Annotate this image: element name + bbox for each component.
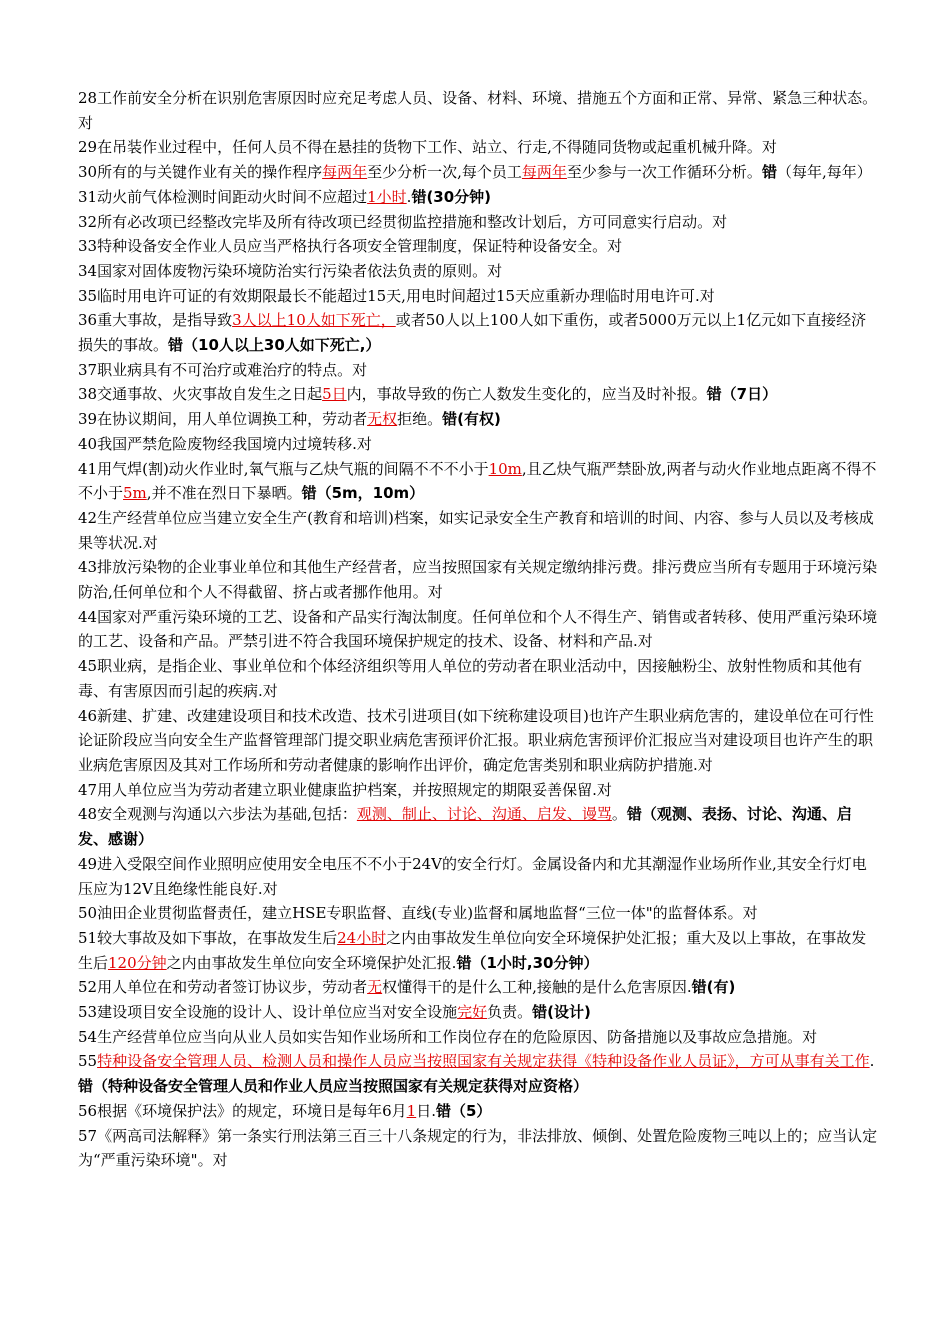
- answer-correction: 错: [761, 163, 777, 182]
- highlighted-error-text: 无: [367, 978, 383, 997]
- statement-text: 生产经营单位应当向从业人员如实告知作业场所和工作岗位存在的危险原因、防备措施以及事故应急措施。对: [97, 1027, 818, 1046]
- highlighted-error-text: 10m: [488, 459, 522, 478]
- statement-text: 交通事故、火灾事故自发生之日起: [97, 385, 323, 404]
- statement-text: 用人单位应当为劳动者建立职业健康监护档案，并按照规定的期限妥善保留.对: [97, 780, 612, 799]
- statement-text: 国家对严重污染环境的工艺、设备和产品实行淘汰制度。任何单位和个人不得生产、销售或者转移、使用严重污染环境的工艺、设备和产品。严禁引进不符合我国环境保护规定的技术、设备、材料和产品.对: [78, 607, 878, 651]
- question-number: 55: [78, 1052, 98, 1071]
- answer-correction: 错(30分钟): [411, 187, 492, 206]
- question-number: 42: [78, 508, 98, 527]
- statement-text: 在协议期间，用人单位调换工种，劳动者: [97, 410, 368, 429]
- question-number: 32: [78, 212, 98, 231]
- question-number: 48: [78, 805, 98, 824]
- statement-text: 国家对固体废物污染环境防治实行污染者依法负责的原则。对: [97, 261, 503, 280]
- statement-text: 根据《环境保护法》的规定，环境日是每年6月: [97, 1101, 407, 1120]
- question-item-32: [78, 210, 878, 235]
- statement-text: 油田企业贯彻监督责任，建立HSE专职监督、直线(专业)监督和属地监督“三位一体"的监督体系。对: [97, 904, 758, 923]
- question-item-41: [78, 457, 878, 506]
- question-item-38: [78, 382, 878, 407]
- question-number: 50: [78, 904, 98, 923]
- question-item-56: [78, 1099, 878, 1124]
- statement-text: 安全观测与沟通以六步法为基础,包括：: [97, 805, 357, 824]
- question-item-48: [78, 802, 878, 851]
- question-item-31: [78, 185, 878, 210]
- answer-correction: 错（1小时,30分钟）: [456, 953, 599, 972]
- highlighted-error-text: 5m: [123, 484, 147, 503]
- statement-text: ,并不准在烈日下暴晒。: [146, 484, 302, 503]
- question-item-55: [78, 1049, 878, 1098]
- statement-text: 拒绝。: [397, 410, 443, 429]
- question-number: 29: [78, 138, 98, 157]
- statement-text: 特种设备安全作业人员应当严格执行各项安全管理制度，保证特种设备安全。对: [97, 237, 623, 256]
- answer-correction: 错（观测、表扬、讨论、沟通、启发、感谢）: [78, 805, 852, 849]
- statement-text: 。: [611, 805, 627, 824]
- question-item-34: [78, 259, 878, 284]
- statement-text: 至少分析一次,每个员工: [367, 163, 522, 182]
- statement-text: （每年,每年）: [776, 163, 872, 182]
- question-item-57: [78, 1124, 878, 1173]
- question-item-53: [78, 1000, 878, 1025]
- statement-text: 进入受限空间作业照明应使用安全电压不不小于24V的安全行灯。金属设备内和尤其潮湿作业场所作业,其安全行灯电压应为12V且绝缘性能良好.对: [78, 854, 867, 898]
- statement-text: 《两高司法解释》第一条实行刑法第三百三十八条规定的行为，非法排放、倾倒、处置危险废物三吨以上的；应当认定为“严重污染环境"。对: [78, 1126, 878, 1170]
- question-item-28: [78, 86, 878, 135]
- answer-correction: 错(设计): [532, 1003, 591, 1022]
- statement-text: 之内由事故发生单位向安全环境保护处汇报.: [166, 953, 457, 972]
- question-number: 31: [78, 187, 98, 206]
- question-number: 39: [78, 410, 98, 429]
- answer-correction: 错（10人以上30人如下死亡,）: [168, 336, 381, 355]
- statement-text: 建设项目安全设施的设计人、设计单位应当对安全设施: [97, 1003, 458, 1022]
- statement-text: 职业病具有不可治疗或难治疗的特点。对: [97, 360, 368, 379]
- highlighted-error-text: 每两年: [322, 163, 368, 182]
- question-number: 43: [78, 558, 98, 577]
- question-number: 49: [78, 854, 98, 873]
- question-item-52: [78, 975, 878, 1000]
- question-item-47: [78, 778, 878, 803]
- statement-text: 动火前气体检测时间距动火时间不应超过: [97, 187, 368, 206]
- question-number: 46: [78, 706, 98, 725]
- question-number: 40: [78, 434, 98, 453]
- answer-correction: 错（5m，10m）: [301, 484, 425, 503]
- question-item-43: [78, 555, 878, 604]
- statement-text: 之内由事故发生单位向安全环境保护处汇报；重大及以上事故，在事故发生后: [78, 928, 867, 972]
- question-item-35: [78, 284, 878, 309]
- question-item-54: [78, 1025, 878, 1050]
- statement-text: 新建、扩建、改建建设项目和技术改造、技术引进项目(如下统称建设项目)也许产生职业病危害的，建设单位在可行性论证阶段应当向安全生产监督管理部门提交职业病危害预评价汇报。职业病危害预评价汇报应当对建设项目也许产生的职业病危害原因及其对工作场所和劳动者健康的影响作出评价，确定危害类别和职业病防护措施.对: [78, 706, 874, 774]
- statement-text: .: [869, 1052, 875, 1071]
- statement-text: 工作前安全分析在识别危害原因时应充足考虑人员、设备、材料、环境、措施五个方面和正常、异常、紧急三种状态。对: [78, 89, 878, 132]
- answer-correction: 错（5）: [435, 1101, 492, 1120]
- statement-text: 重大事故，是指导致: [97, 311, 233, 330]
- highlighted-error-text: 24小时: [337, 928, 387, 947]
- statement-text: 内，事故导致的伤亡人数发生变化的，应当及时补报。: [346, 385, 707, 404]
- statement-text: 负责。: [487, 1003, 533, 1022]
- answer-correction: 错（特种设备安全管理人员和作业人员应当按照国家有关规定获得对应资格）: [78, 1077, 589, 1096]
- statement-text: 用人单位在和劳动者签订协议步，劳动者: [97, 978, 368, 997]
- highlighted-error-text: 无权: [367, 410, 398, 429]
- question-item-30: [78, 160, 878, 185]
- statement-text: .: [406, 187, 412, 206]
- question-number: 57: [78, 1126, 98, 1145]
- question-item-50: [78, 901, 878, 926]
- question-number: 41: [78, 459, 98, 478]
- question-item-42: [78, 506, 878, 555]
- question-item-33: [78, 234, 878, 259]
- statement-text: 在吊装作业过程中，任何人员不得在悬挂的货物下工作、站立、行走,不得随同货物或起重机械升降。对: [97, 138, 777, 157]
- statement-text: 临时用电许可证的有效期限最长不能超过15天,用电时间超过15天应重新办理临时用电许可.对: [97, 286, 715, 305]
- question-item-46: [78, 704, 878, 778]
- highlighted-error-text: 特种设备安全管理人员、检测人员和操作人员应当按照国家有关规定获得《特种设备作业人员证》，方可从事有关工作: [97, 1052, 870, 1071]
- highlighted-error-text: 5日: [322, 385, 347, 404]
- answer-correction: 错(有): [691, 978, 736, 997]
- question-number: 36: [78, 311, 98, 330]
- question-item-49: [78, 852, 878, 901]
- highlighted-error-text: 完好: [457, 1003, 488, 1022]
- document-page: [78, 86, 878, 1173]
- question-number: 51: [78, 928, 98, 947]
- statement-text: 权懂得干的是什么工种,接触的是什么危害原因.: [382, 978, 692, 997]
- question-number: 30: [78, 163, 98, 182]
- highlighted-error-text: 每两年: [521, 163, 567, 182]
- statement-text: 我国严禁危险废物经我国境内过境转移.对: [97, 434, 372, 453]
- statement-text: 至少参与一次工作循环分析。: [566, 163, 762, 182]
- question-item-40: [78, 432, 878, 457]
- question-number: 44: [78, 607, 98, 626]
- highlighted-error-text: 3人以上10人如下死亡，: [232, 311, 396, 330]
- question-number: 37: [78, 360, 98, 379]
- question-number: 38: [78, 385, 98, 404]
- answer-correction: 错(有权): [442, 410, 501, 429]
- statement-text: 或者50人以上100人如下重伤，或者5000万元以上1亿元如下直接经济损失的事故。: [78, 311, 867, 355]
- question-item-36: [78, 308, 878, 357]
- statement-text: 日.: [416, 1101, 436, 1120]
- question-number: 34: [78, 261, 98, 280]
- question-number: 56: [78, 1101, 98, 1120]
- answer-correction: 错（7日）: [706, 385, 778, 404]
- question-number: 47: [78, 780, 98, 799]
- question-number: 35: [78, 286, 98, 305]
- question-item-44: [78, 605, 878, 654]
- highlighted-error-text: 1: [406, 1101, 417, 1120]
- statement-text: 排放污染物的企业事业单位和其他生产经营者，应当按照国家有关规定缴纳排污费。排污费应当所有专题用于环境污染防治,任何单位和个人不得截留、挤占或者挪作他用。对: [78, 558, 878, 602]
- question-number: 28: [78, 89, 98, 107]
- statement-text: 职业病，是指企业、事业单位和个体经济组织等用人单位的劳动者在职业活动中，因接触粉尘、放射性物质和其他有毒、有害原因而引起的疾病.对: [78, 657, 863, 700]
- question-number: 52: [78, 978, 98, 997]
- question-number: 54: [78, 1027, 98, 1046]
- question-number: 45: [78, 657, 98, 676]
- highlighted-error-text: 120分钟: [108, 953, 167, 972]
- question-item-51: [78, 926, 878, 975]
- statement-text: 所有必改项已经整改完毕及所有待改项已经贯彻监控措施和整改计划后，方可同意实行启动。对: [97, 212, 728, 231]
- statement-text: 生产经营单位应当建立安全生产(教育和培训)档案，如实记录安全生产教育和培训的时间、内容、参与人员以及考核成果等状况.对: [78, 508, 874, 552]
- question-item-45: [78, 654, 878, 703]
- question-item-29: [78, 135, 878, 160]
- highlighted-error-text: 观测、制止、讨论、沟通、启发、谩骂: [356, 805, 612, 824]
- statement-text: 所有的与关键作业有关的操作程序: [97, 163, 323, 182]
- question-number: 53: [78, 1003, 98, 1022]
- statement-text: 较大事故及如下事故，在事故发生后: [97, 928, 338, 947]
- statement-text: ,且乙炔气瓶严禁卧放,两者与动火作业地点距离不得不不小于: [78, 459, 877, 503]
- question-item-39: [78, 407, 878, 432]
- statement-text: 用气焊(割)动火作业时,氧气瓶与乙炔气瓶的间隔不不不小于: [97, 459, 489, 478]
- highlighted-error-text: 1小时: [367, 187, 407, 206]
- question-item-37: [78, 358, 878, 383]
- question-number: 33: [78, 237, 98, 256]
